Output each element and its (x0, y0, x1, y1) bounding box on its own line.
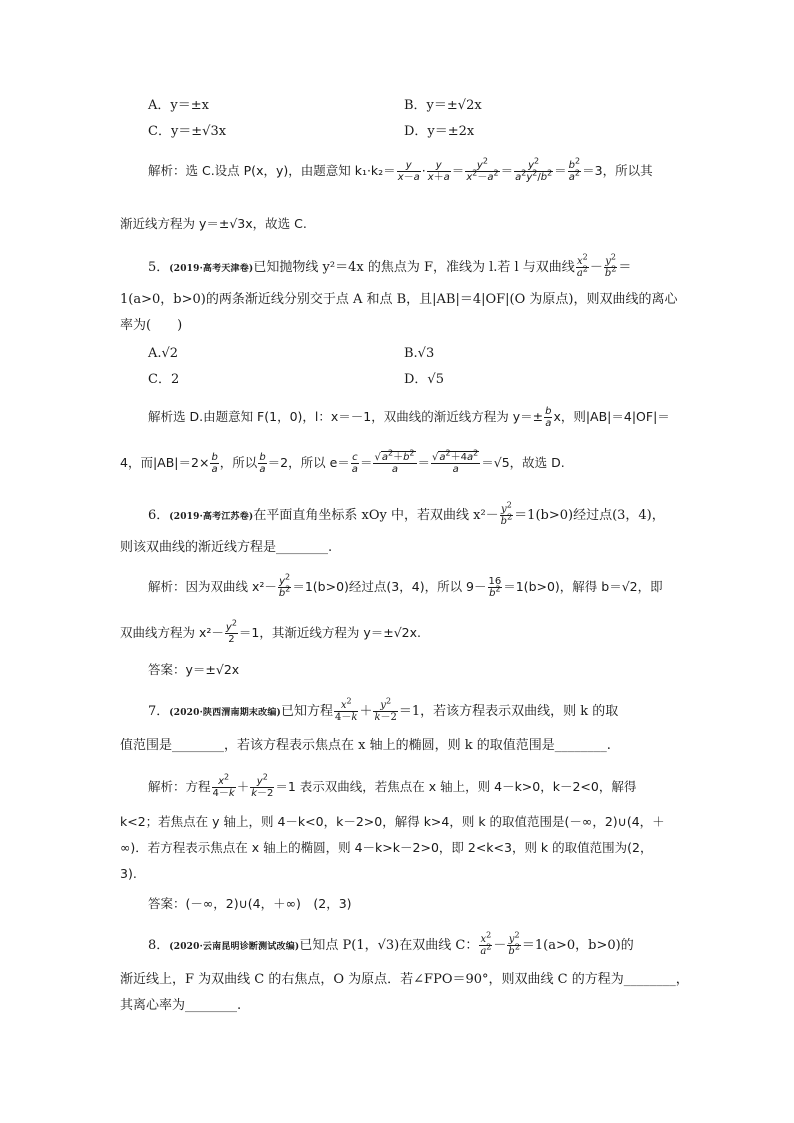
q5-option-a: A.√2 (148, 346, 179, 361)
q5-solution-text: ＝2，所以 e＝ (267, 455, 350, 470)
q7-line-1: 7．(2020·陕西渭南期末改编)已知方程 $\frac{x^2}{4-k}$ ＋ $\frac{y^2}{k-2}$ ＝1，若该方程表示双曲线，则 k 的取 (148, 696, 619, 723)
fraction: $\frac{x^2}{a^2}$ (480, 930, 492, 957)
fraction: $\frac{y^2}{b^2}$ (278, 572, 291, 599)
q5-solution-line-1 (148, 406, 670, 429)
fraction: $\frac{x^2}{4-k}$ (212, 772, 235, 799)
fraction: $\frac{16}{b^2}$ (488, 576, 502, 599)
fraction: $\frac{y^2}{k-2}$ (374, 696, 397, 723)
q6-line-2: 则该双曲线的渐近线方程是________. (120, 540, 333, 555)
q7-solution-line-3: ∞)．若方程表示焦点在 x 轴上的椭圆，则 4－k>k－2>0，即 2<k<3，则 k 的取值范围为(2， (120, 840, 653, 855)
q4-option-c: C．y＝±√3x (148, 124, 227, 139)
fraction: $\frac{y^2}{b^2}$ (508, 930, 520, 957)
q6-solution-text: 解析：因为双曲线 x²－ (148, 579, 277, 594)
fraction: $\frac{b}{a}$ (211, 452, 218, 475)
question-source: (2020·陕西渭南期末改编) (169, 708, 281, 718)
fraction: $\frac{c}{a}$ (351, 452, 358, 475)
question-source: (2020·云南昆明诊断测试改编) (169, 942, 300, 952)
fraction: $\frac{√a^2+b^2}{a}$ (374, 448, 415, 475)
fraction: $\frac{x^2}{4-k}$ (335, 696, 358, 723)
q5-solution-text: 4，而|AB|＝2× (120, 455, 210, 470)
fraction: $\frac{y^2}{b^2}$ (500, 500, 513, 527)
question-text: 已知点 P(1，√3)在双曲线 C： (299, 938, 479, 953)
question-text-end: ＝1(b>0)经过点(3，4)， (514, 508, 665, 523)
q6-solution-text: 双曲线方程为 x²－ (120, 625, 224, 640)
q6-solution-text-end: ＝1，其渐近线方程为 y＝±√2x. (238, 625, 421, 640)
question-text-end: ＝1(a>0，b>0)的 (521, 938, 634, 953)
q5-option-d: D．√5 (404, 372, 444, 387)
q5-solution-text-end: ＝√5，故选 D. (481, 455, 565, 470)
q5-solution-line-2: 4，而|AB|＝2× $\frac{b}{a}$ ，所以 $\frac{b}{a}$ ＝2，所以 e＝ $\frac{c}{a}$ ＝ $\frac{√a^2+b^2}{a}$ ＝ $\frac{√a^2+4a^2}{a}$ ＝√5，故选 D. (120, 448, 565, 475)
question-source: (2019·高考江苏卷) (169, 512, 254, 522)
question-text: 已知抛物线 y²＝4x 的焦点为 F，准线为 l.若 l 与双曲线 (253, 260, 575, 275)
q7-solution-line-1: 解析：方程 $\frac{x^2}{4-k}$ ＋ $\frac{y^2}{k-2}$ ＝1 表示双曲线，若焦点在 x 轴上，则 4－k>0，k－2<0，解得 (148, 772, 637, 799)
question-number: 6． (148, 508, 170, 523)
q8-line-3: 其离心率为________. (120, 998, 242, 1013)
fraction: $\frac{b}{a}$ (259, 452, 266, 475)
fraction: $\frac{y^2}{b^2}$ (604, 252, 617, 279)
q8-line-1: 8．(2020·云南昆明诊断测试改编)已知点 P(1，√3)在双曲线 C： $\frac{x^2}{a^2}$ － $\frac{y^2}{b^2}$ ＝1(a>0，b>0)的 (148, 930, 634, 957)
question-text-end: ＝1，若该方程表示双曲线，则 k 的取 (398, 704, 619, 719)
q4-solution-line-2: 渐近线方程为 y＝±√3x，故选 C. (120, 216, 307, 231)
q5-solution-text: ，所以 (219, 455, 258, 470)
q7-solution-text: 解析：方程 (148, 779, 211, 794)
q5-option-b: B.√3 (404, 346, 435, 361)
fraction: $\frac{x^2}{a^2}$ (576, 252, 588, 279)
q5-line-2: 1(a>0，b>0)的两条渐近线分别交于点 A 和点 B，且|AB|＝4|OF|(O 为原点)，则双曲线的离心 (120, 292, 678, 307)
q4-solution-line-1: 解析：选 C.设点 P(x，y)，由题意知 k₁·k₂＝ $\frac{y}{x-a}$ · $\frac{y}{x+a}$ ＝ $\frac{y^2}{x^2-a^2}$ ＝ $\frac{y^2}{a^2y^2/b^2}$ ＝ $\frac{b^2}{a^2}$ ＝3，所以其 (148, 156, 653, 183)
q6-solution-text-end: ＝1(b>0)，解得 b＝√2，即 (503, 579, 663, 594)
question-text: 已知方程 (280, 704, 333, 719)
q6-solution-text: ＝1(b>0)经过点(3，4)，所以 9－ (292, 579, 487, 594)
question-text: 在平面直角坐标系 xOy 中，若双曲线 x²－ (253, 508, 499, 523)
q7-solution-text-end: ＝1 表示双曲线，若焦点在 x 轴上，则 4－k>0，k－2<0，解得 (275, 779, 637, 794)
q5-line-3: 率为( ) (120, 318, 183, 333)
question-text-end: ＝ (618, 260, 632, 275)
q8-line-2: 渐近线上，F 为双曲线 C 的右焦点，O 为原点．若∠FPO＝90°，则双曲线 C 的方程为________， (120, 972, 689, 987)
question-number: 5． (148, 260, 170, 275)
q4-solution-text: 解析：选 C.设点 P(x，y)，由题意知 k₁·k₂＝ (148, 163, 396, 178)
fraction: $\frac{y}{x+a}$ (427, 160, 450, 183)
fraction: $\frac{y^2}{a^2y^2/b^2}$ (515, 156, 553, 183)
q5-option-c: C．2 (148, 372, 180, 387)
fraction: $\frac{b^2}{a^2}$ (568, 156, 581, 183)
q7-answer: 答案：(－∞，2)∪(4，＋∞) (2，3) (148, 896, 352, 911)
q7-solution-line-2: k<2；若焦点在 y 轴上，则 4－k<0，k－2>0，解得 k>4，则 k 的取值范围是(－∞，2)∪(4，＋ (120, 814, 665, 829)
fraction: $\frac{y^2}{2}$ (225, 618, 237, 645)
q6-line-1 (148, 500, 665, 527)
q5-solution-text-end: x，则|AB|＝4|OF|＝ (553, 409, 670, 424)
fraction: $\frac{y^2}{k-2}$ (251, 772, 274, 799)
q5-line-1: 5．(2019·高考天津卷)已知抛物线 y²＝4x 的焦点为 F，准线为 l.若 l 与双曲线 $\frac{x^2}{a^2}$ － $\frac{y^2}{b^2}$ ＝ (148, 252, 632, 279)
fraction: $\frac{y}{x-a}$ (397, 160, 420, 183)
question-number: 8． (148, 938, 170, 953)
q4-solution-text-end: ＝3，所以其 (582, 163, 653, 178)
fraction: $\frac{y^2}{x^2-a^2}$ (466, 156, 499, 183)
q7-solution-line-4: 3). (120, 866, 137, 881)
fraction: $\frac{√a^2+4a^2}{a}$ (432, 448, 479, 475)
q7-line-2: 值范围是________，若该方程表示焦点在 x 轴上的椭圆，则 k 的取值范围是________. (120, 738, 611, 753)
q4-option-d: D．y＝±2x (404, 124, 475, 139)
q4-option-a: A．y＝±x (148, 98, 209, 113)
q5-solution-text: 解析选 D.由题意知 F(1，0)，l：x＝－1，双曲线的渐近线方程为 y＝± (148, 409, 544, 424)
question-source: (2019·高考天津卷) (169, 264, 254, 274)
q6-answer: 答案：y＝±√2x (148, 662, 240, 677)
q4-option-b: B．y＝±√2x (404, 98, 482, 113)
question-number: 7． (148, 704, 170, 719)
q6-solution-line-1 (148, 572, 663, 599)
fraction: $\frac{b}{a}$ (545, 406, 552, 429)
q6-solution-line-2 (120, 618, 421, 645)
